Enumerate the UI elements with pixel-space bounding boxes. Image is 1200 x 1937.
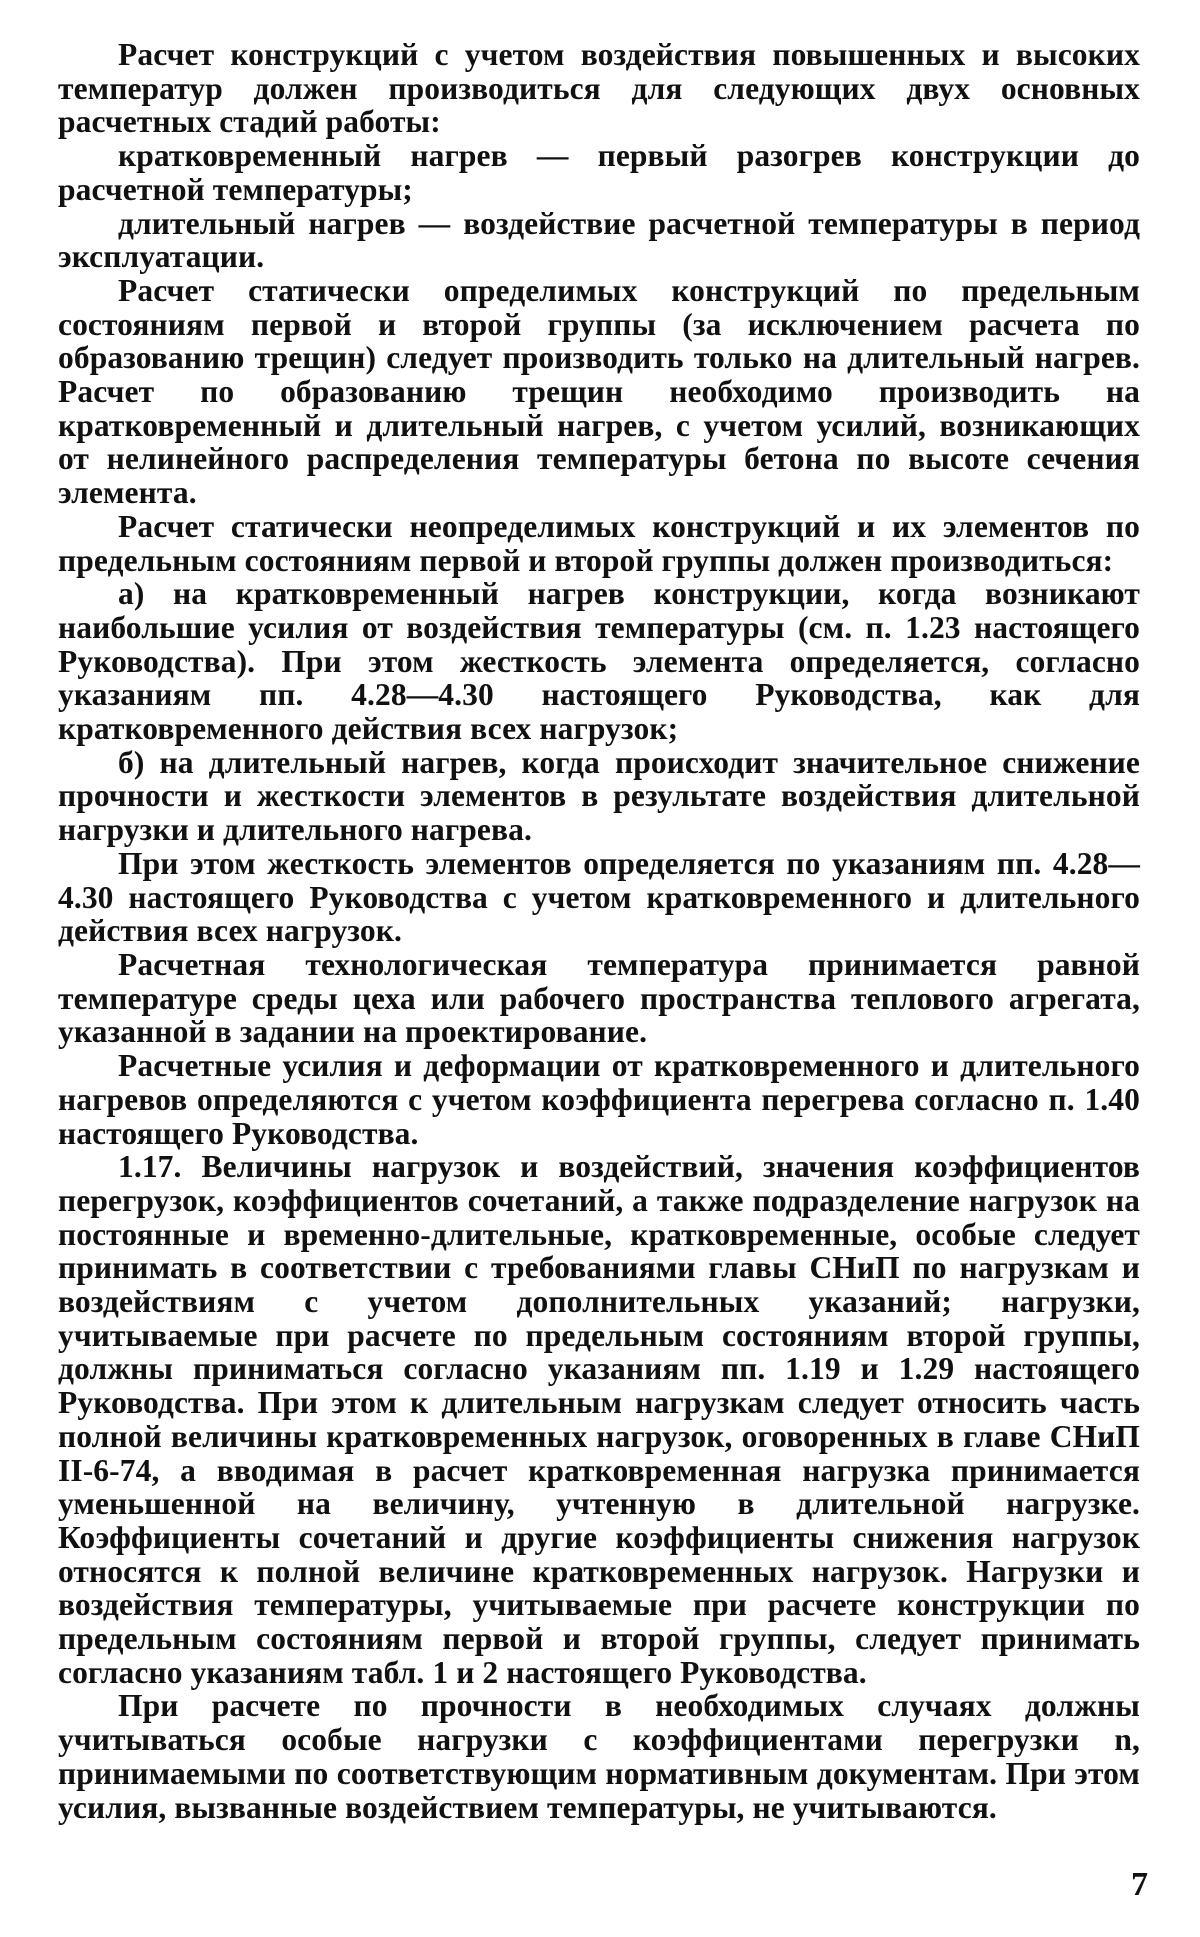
document-page bbox=[58, 38, 1140, 1824]
paragraph-item-a: а) на кратковременный нагрев конструкции, когда возникают наибольшие усилия от воздействия температуры (см. п. 1.23 настоящего Руководства). При этом жесткость элемента определяется, согласно указаниям пп. 4.28—4.30 настоящего Руководства, как для кратковременного действия всех нагрузок; bbox=[58, 576, 1140, 747]
paragraph-section-1-17: 1.17. Величины нагрузок и воздействий, значения коэффициентов перегрузок, коэффициентов сочетаний, а также подразделение нагрузок на постоянные и временно-длительные, кратковременные, особые следует принимать в соответствии с требованиями главы СНиП по нагрузкам и воздействиям с учетом дополнительных указаний; нагрузки, учитываемые при расчете по предельным состояниям второй группы, должны приниматься согласно указаниям пп. 1.19 и 1.29 настоящего Руководства. При этом к длительным нагрузкам следует относить часть полной величины кратковременных нагрузок, оговоренных в главе СНиП II-6-74, а вводимая в расчет кратковременная нагрузка принимается уменьшенной на величину, учтенную в длительной нагрузке. Коэффициенты сочетаний и другие коэффициенты снижения нагрузок относятся к полной величине кратковременных нагрузок. Нагрузки и воздействия температуры, учитываемые при расчете конструкции по предельным состояниям первой и второй группы, следует принимать согласно указаниям табл. 1 и 2 настоящего Руководства. bbox=[58, 1149, 1140, 1690]
paragraph-special-loads: При расчете по прочности в необходимых случаях должны учитываться особые нагрузки с коэффициентами перегрузки n, принимаемыми по соответствующим нормативным документам. При этом усилия, вызванные воздействием температуры, не учитываются. bbox=[58, 1688, 1140, 1825]
paragraph-statically-indeterminate: Расчет статически неопределимых конструкций и их элементов по предельным состояниям первой и второй группы должен производиться: bbox=[58, 508, 1140, 578]
page-number: 7 bbox=[1131, 1866, 1148, 1903]
paragraph-statically-determinate: Расчет статически определимых конструкций по предельным состояниям первой и второй группы (за исключением расчета по образованию трещин) следует производить только на длительный нагрев. Расчет по образованию трещин необходимо производить на кратковременный и длительный нагрев, с учетом усилий, возникающих от нелинейного распределения температуры бетона по высоте сечения элемента. bbox=[58, 272, 1140, 511]
paragraph-design-temperature: Расчетная технологическая температура принимается равной температуре среды цеха или рабочего пространства теплового агрегата, указанной в задании на проектирование. bbox=[58, 946, 1140, 1050]
paragraph-stiffness: При этом жесткость элементов определяется по указаниям пп. 4.28—4.30 настоящего Руководства с учетом кратковременного и длительного действия всех нагрузок. bbox=[58, 845, 1140, 949]
paragraph-item-b: б) на длительный нагрев, когда происходит значительное снижение прочности и жесткости элементов в результате воздействия длительной нагрузки и длительного нагрева. bbox=[58, 744, 1140, 848]
paragraph-calc-stages-intro: Расчет конструкций с учетом воздействия повышенных и высоких температур должен производиться для следующих двух основных расчетных стадий работы: bbox=[58, 37, 1140, 140]
paragraph-long-term-heating: длительный нагрев — воздействие расчетной температуры в период эксплуатации. bbox=[58, 205, 1140, 275]
paragraph-short-term-heating: кратковременный нагрев — первый разогрев конструкции до расчетной температуры; bbox=[58, 138, 1140, 207]
paragraph-design-forces: Расчетные усилия и деформации от кратковременного и длительного нагревов определяются с учетом коэффициента перегрева согласно п. 1.40 настоящего Руководства. bbox=[58, 1048, 1140, 1151]
